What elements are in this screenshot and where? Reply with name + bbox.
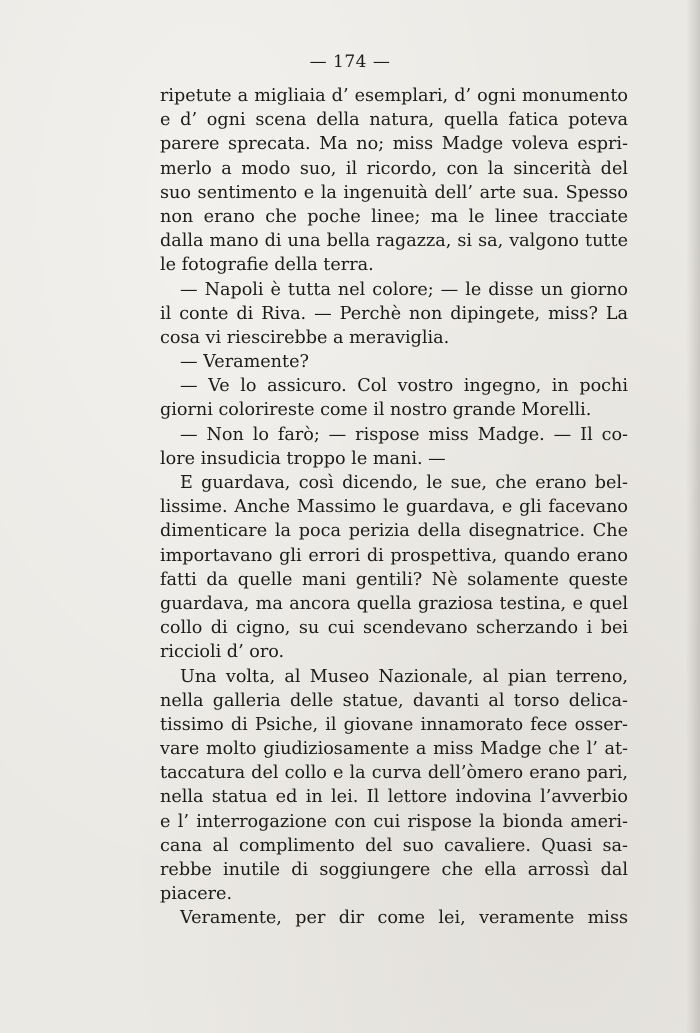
- text-line: — Veramente?: [180, 352, 309, 373]
- body-text: [160, 84, 628, 931]
- text-line: e l’ interrogazione con cui rispose la bionda ameri-: [160, 811, 628, 832]
- text-line: ripetute a migliaia d’ esemplari, d’ ogni monumento: [160, 86, 628, 106]
- text-line: suo sentimento e la ingenuità dell’ arte sua. Spesso: [160, 182, 628, 203]
- text-line: lissime. Anche Massimo le guardava, e gli facevano: [160, 497, 628, 518]
- text-line: dimenticare la poca perizia della disegnatrice. Che: [160, 521, 628, 542]
- page-edge-shadow: [686, 0, 700, 1033]
- text-line: piacere.: [160, 884, 233, 905]
- text-line: e d’ ogni scena della natura, quella fatica poteva: [160, 110, 628, 131]
- text-line: taccatura del collo e la curva dell’òmero erano pari,: [160, 763, 628, 784]
- text-line: vare molto giudiziosamente a miss Madge che l’ at-: [160, 739, 628, 760]
- text-line: nella galleria delle statue, davanti al torso delica-: [160, 690, 628, 711]
- text-line: Una volta, al Museo Nazionale, al pian terreno,: [180, 666, 628, 687]
- text-line: E guardava, così dicendo, le sue, che erano bel-: [180, 473, 628, 493]
- text-line: nella statua ed in lei. Il lettore indovina l’avverbio: [160, 787, 628, 808]
- text-line: — Non lo farò; — rispose miss Madge. — Il co-: [180, 424, 628, 445]
- text-line: dalla mano di una bella ragazza, si sa, valgono tutte: [160, 231, 628, 252]
- text-line: fatti da quelle mani gentili? Nè solamente queste: [160, 569, 628, 590]
- text-line: guardava, ma ancora quella graziosa testina, e quel: [160, 593, 628, 614]
- text-line: le fotografie della terra.: [160, 255, 374, 276]
- text-line: parere sprecata. Ma no; miss Madge voleva espri-: [160, 134, 628, 155]
- text-line: cana al complimento del suo cavaliere. Quasi sa-: [160, 835, 628, 856]
- text-line: — Napoli è tutta nel colore; — le disse un giorno: [180, 279, 628, 300]
- text-line: — Ve lo assicuro. Col vostro ingegno, in pochi: [180, 376, 628, 397]
- text-line: lore insudicia troppo le mani. —: [160, 448, 446, 469]
- text-line: riccioli d’ oro.: [160, 642, 285, 663]
- text-line: importavano gli errori di prospettiva, quando erano: [160, 545, 628, 566]
- text-line: non erano che poche linee; ma le linee tracciate: [160, 206, 628, 227]
- text-line: cosa vi riescirebbe a meraviglia.: [160, 327, 450, 348]
- text-line: giorni colorireste come il nostro grande Morelli.: [160, 400, 592, 421]
- page-number: — 174 —: [309, 52, 391, 72]
- text-line: merlo a modo suo, il ricordo, con la sincerità del: [160, 158, 628, 179]
- text-line: collo di cigno, su cui scendevano scherzando i bei: [160, 618, 628, 639]
- text-line: tissimo di Psiche, il giovane innamorato fece osser-: [160, 714, 628, 735]
- text-line: rebbe inutile di soggiungere che ella arrossì dal: [160, 860, 628, 880]
- text-line: Veramente, per dir come lei, veramente miss: [180, 908, 628, 929]
- text-line: il conte di Riva. — Perchè non dipingete, miss? La: [160, 303, 628, 324]
